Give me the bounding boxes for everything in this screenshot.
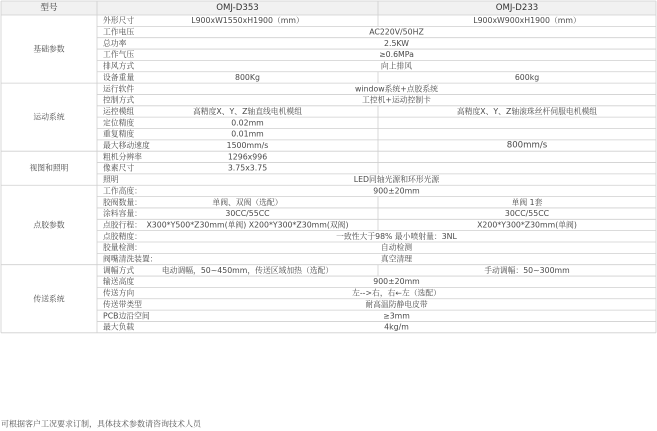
row-value-model-b: L900xW900xH1900（mm） [473, 16, 581, 26]
row-value-model-b: 单阀 1套 [511, 197, 543, 207]
row-value-model-b: 高精度X、Y、Z轴滚珠丝杆伺服电机模组 [456, 106, 598, 116]
row-value-model-a: X300*Y500*Z30mm(单阀) X200*Y300*Z30mm(双阀) [146, 220, 349, 230]
row-value-shared: 2.5KW [384, 38, 409, 48]
row-value-shared: window系统+点胶系统 [355, 84, 438, 94]
row-value-shared: 工控机+运动控制卡 [362, 95, 431, 105]
row-value-shared: 耐高温防静电皮带 [365, 299, 428, 309]
row-label: 最大负载 [103, 322, 135, 332]
row-value-shared: 900±20mm [373, 186, 420, 196]
row-value-model-b: 30CC/55CC [504, 209, 550, 219]
row-value-shared: LED同轴光源和环形光源 [353, 175, 440, 185]
row-value-model-a: 30CC/55CC [225, 209, 270, 219]
row-value-model-a: 1296x996 [227, 152, 268, 162]
row-value-model-a: 800Kg [235, 72, 260, 82]
row-label: 传送方向 [103, 288, 135, 298]
row-value-shared: 真空清理 [380, 254, 413, 264]
row-label: 总功率 [103, 38, 127, 48]
header-col-label: 型号 [40, 3, 58, 13]
row-label: 工作电压 [103, 27, 135, 37]
footnote-text: 可根据客户工况要求订制，具体技术参数请咨询技术人员 [1, 419, 201, 429]
row-value-shared: 4kg/m [384, 322, 409, 332]
row-label: 工作气压 [103, 50, 135, 60]
row-value-model-a: L900xW1550xH1900（mm） [191, 16, 304, 26]
group-name: 基础参数 [33, 44, 65, 54]
row-value-model-b: 800mm/s [506, 140, 548, 151]
row-label: 排风方式 [103, 61, 135, 71]
row-label: PCB边沿空间 [103, 311, 150, 321]
row-label: 运控模组 [103, 106, 135, 116]
row-label: 调幅方式 [103, 265, 135, 275]
header-model-b: OMJ-D233 [495, 3, 539, 13]
row-label: 定位精度 [103, 118, 135, 128]
row-label: 胶量检测： [103, 243, 142, 253]
row-value-model-a: 单阀、双阀（选配） [212, 197, 283, 207]
row-value-shared: ≥3mm [383, 311, 410, 321]
group-name: 运动系统 [33, 112, 65, 122]
row-label: 点胶精度： [103, 231, 142, 241]
row-label: 设备重量 [103, 72, 135, 82]
row-value-model-a: 0.02mm [231, 118, 264, 128]
row-value-model-a: 0.01mm [231, 129, 264, 139]
row-value-shared: 左-->右，右←左（选配） [352, 288, 441, 298]
row-value-model-a: 3.75x3.75 [227, 163, 268, 173]
row-label: 胶阀数量： [103, 197, 142, 207]
row-label: 点胶行程： [103, 220, 142, 230]
header-model-a: OMJ-D353 [216, 3, 259, 13]
row-label: 阀嘴清洗装置： [103, 254, 158, 264]
row-value-shared: 向上排风 [380, 61, 413, 71]
row-label: 传送带类型 [103, 299, 142, 309]
row-label: 输送高度 [103, 277, 135, 287]
row-label: 涂料容量： [103, 209, 142, 219]
group-name: 点胶参数 [33, 220, 65, 230]
row-value-model-a: 1500mm/s [226, 141, 269, 151]
row-value-shared: 一致性大于98% 最小喷射量：3NL [336, 231, 457, 241]
row-label: 控制方式 [103, 95, 135, 105]
row-label: 外形尺寸 [103, 16, 135, 26]
group-name: 传送系统 [33, 294, 65, 304]
row-label: 照明 [103, 175, 119, 185]
row-value-model-b: 手动调幅：50~300mm [484, 265, 570, 275]
row-label: 最大移动速度 [103, 141, 150, 151]
row-value-model-b: 600kg [514, 72, 540, 82]
row-label: 运行软件 [103, 84, 135, 94]
row-value-shared: 自动检测 [380, 243, 413, 253]
row-label: 像素尺寸 [103, 163, 135, 173]
row-value-model-b: X200*Y300*Z30mm(单阀) [477, 220, 577, 230]
group-name: 视图和照明 [29, 163, 69, 173]
row-label: 重复精度 [103, 129, 135, 139]
header-row [1, 1, 656, 15]
row-value-model-a: 高精度X、Y、Z轴直线电机模组 [192, 106, 303, 116]
row-value-model-a: 电动调幅，50~450mm，传送区域加热（选配） [161, 265, 334, 275]
row-label: 粗机分辨率 [103, 152, 142, 162]
row-value-shared: AC220V/50HZ [369, 27, 424, 37]
row-value-shared: 900±20mm [373, 277, 420, 287]
row-value-shared: ≥0.6MPa [379, 50, 414, 60]
row-label: 工作高度： [103, 186, 142, 196]
